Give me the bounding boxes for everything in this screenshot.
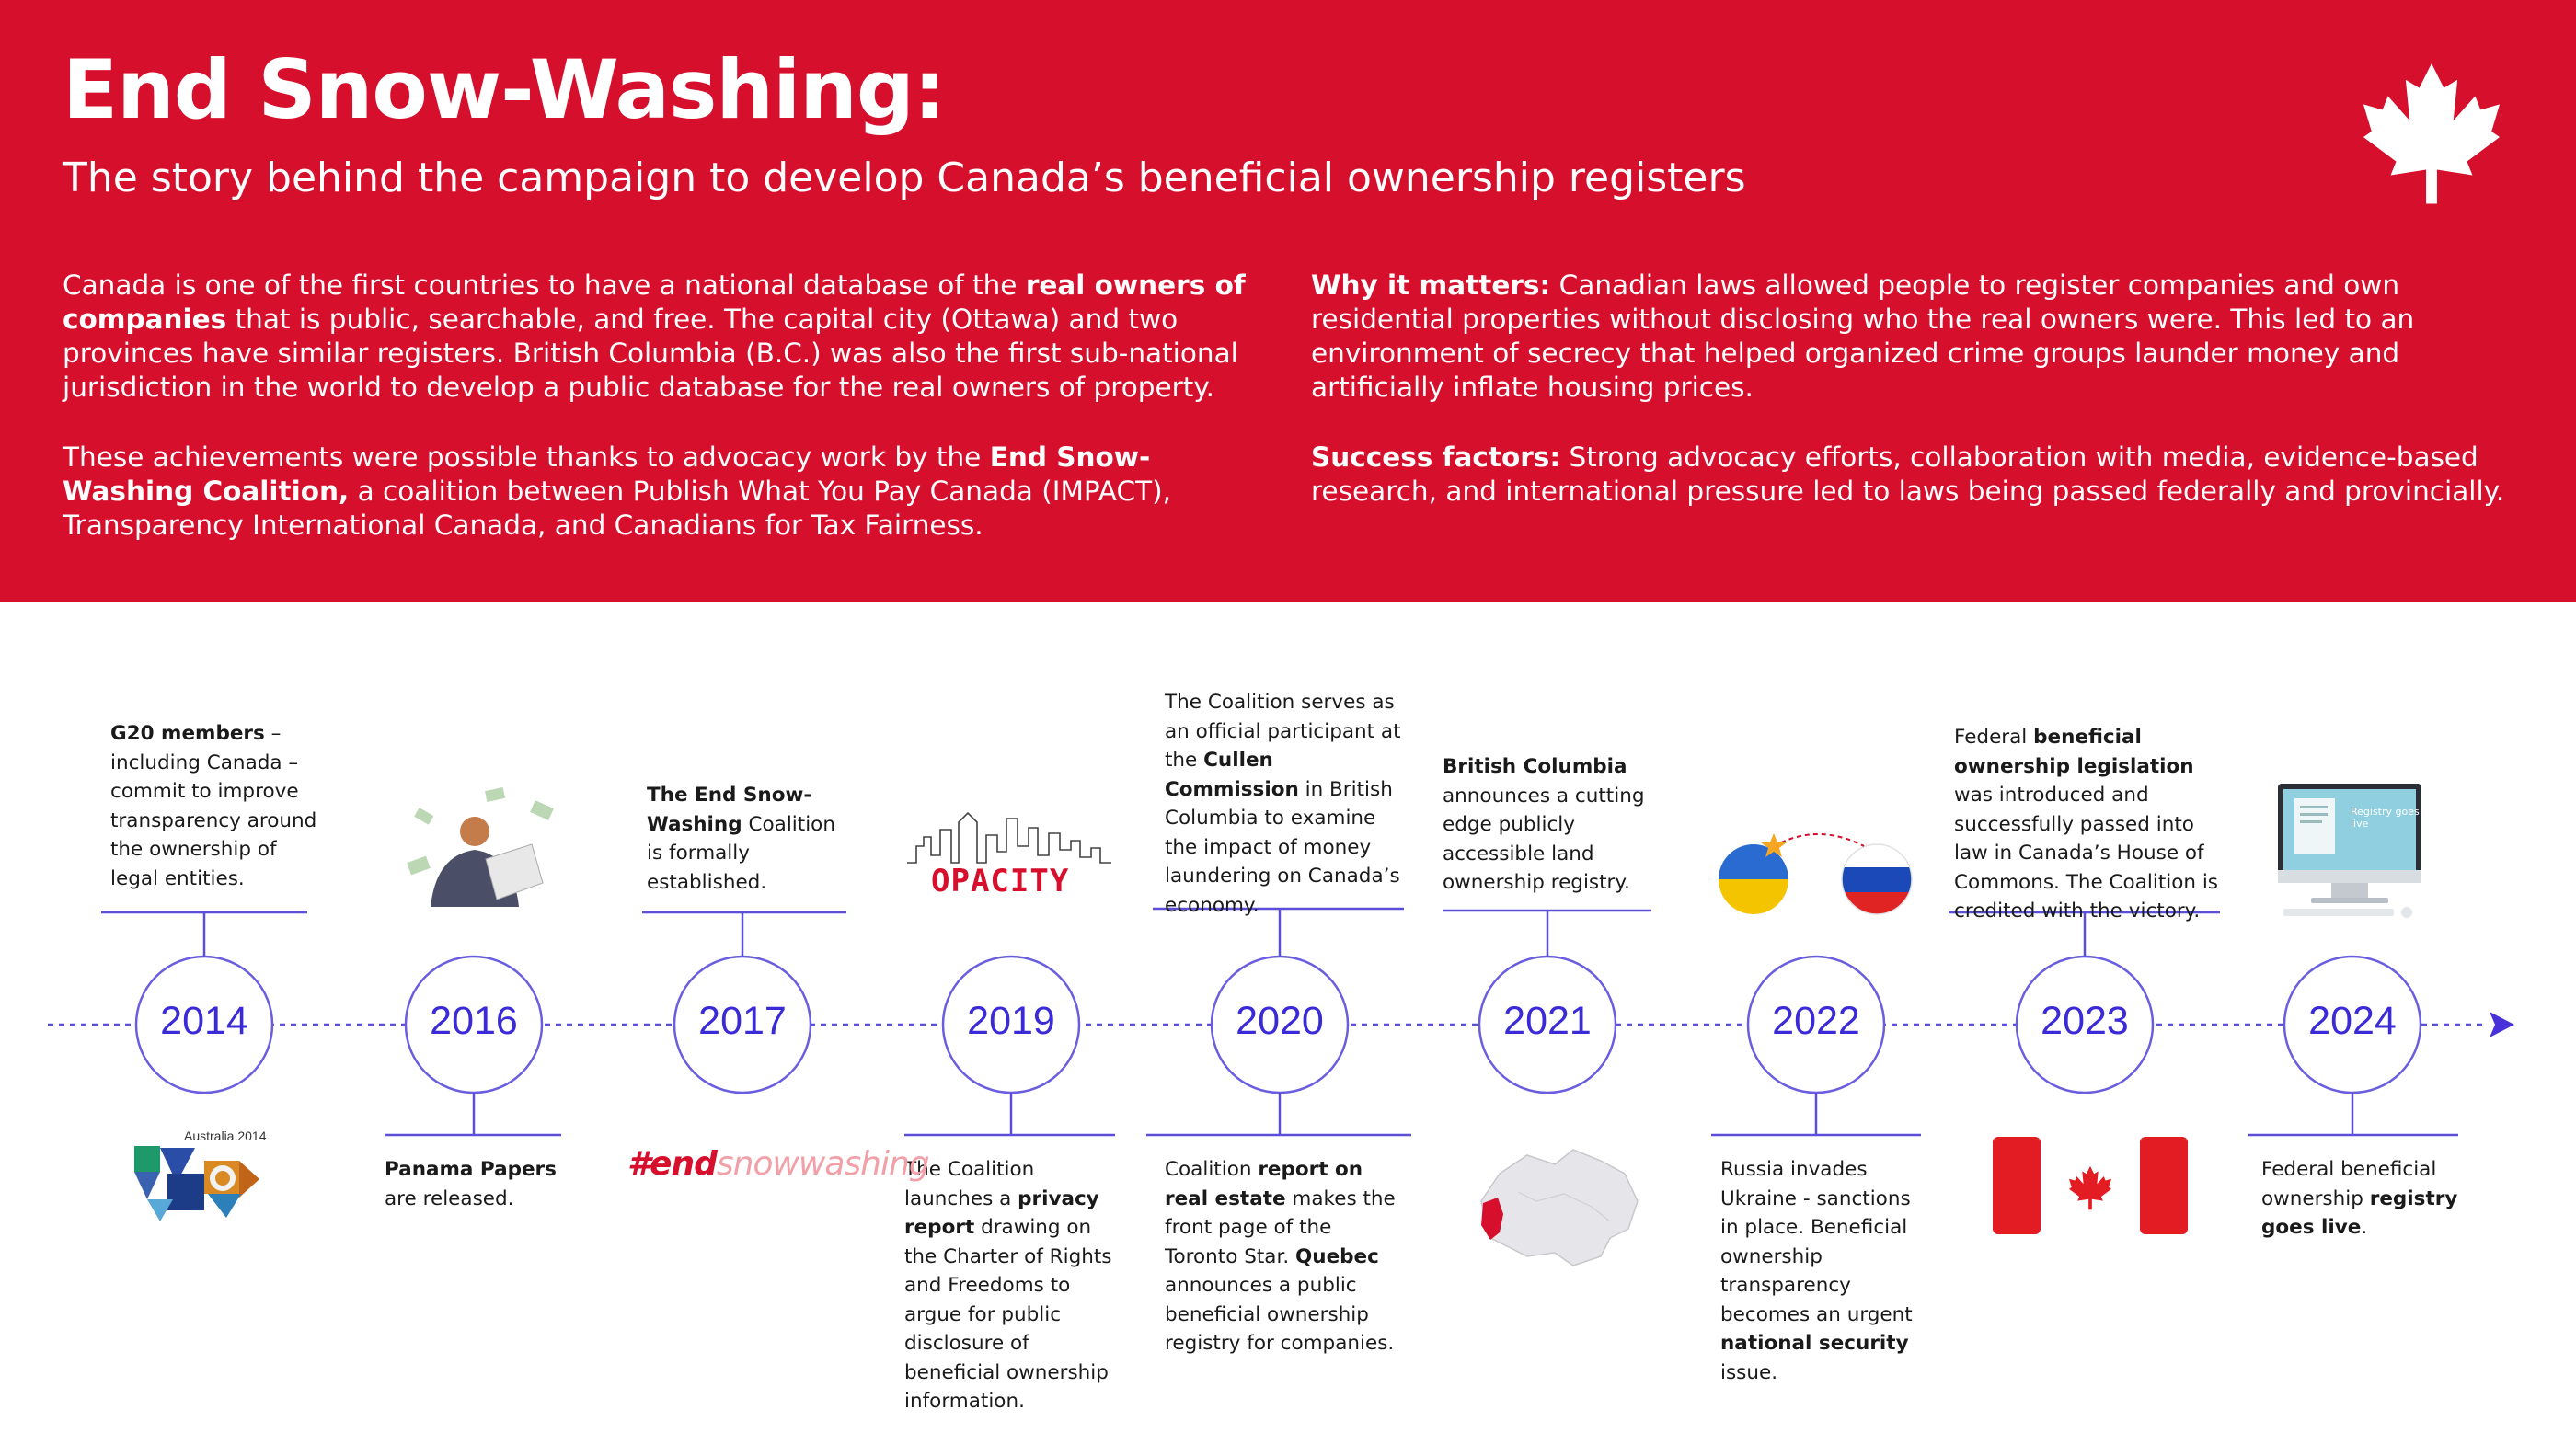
event-text: Coalition is formally established. (647, 812, 835, 894)
intro-text: Canadian laws allowed people to register companies and own residential properties without disclosing who the real owners were. This led to an environment of secrecy that helped organized crime groups launder money and artificially inflate housing prices. (1311, 269, 2415, 403)
g20-logo-image (131, 1128, 278, 1223)
event-2020-cullen (1165, 688, 1409, 920)
intro-text: that is public, searchable, and free. The capital city (Ottawa) and two provinces have similar registers. British Columbia (B.C.) was also the first sub-national jurisdiction in the world to develop a public database for the real owners of property. (63, 304, 1238, 403)
intro-bold: End Snow-Washing Coalition, (63, 441, 1151, 507)
event-2021 (1443, 752, 1650, 898)
g20-caption: Australia 2014 (184, 1129, 267, 1143)
timeline-arrow-icon (2490, 1012, 2514, 1037)
screen-caption: Registry goes live (2351, 806, 2420, 830)
year-label-2016: 2016 (430, 999, 518, 1043)
event-bold: Cullen Commission (1165, 749, 1299, 801)
panama-papers-image (385, 771, 569, 907)
event-2020-real-estate (1165, 1155, 1399, 1358)
page-title: End Snow-Washing: (63, 42, 946, 137)
page-subtitle: The story behind the campaign to develop Canada’s beneficial ownership registers (63, 155, 1746, 201)
opacity-logo-text: OPACITY (931, 863, 1070, 900)
event-bold: report on real estate (1165, 1158, 1363, 1210)
canada-flag-image (1993, 1137, 2188, 1234)
event-bold: Quebec (1295, 1244, 1379, 1268)
year-label-2024: 2024 (2308, 999, 2397, 1043)
event-2017 (647, 781, 845, 897)
event-text: was introduced and successfully passed into law in Canada’s House of Commons. The Coalition is credited with the victory. (1954, 784, 2219, 923)
event-text: The Coalition serves as an official participant at the (1165, 691, 1401, 772)
event-bold: registry goes live (2261, 1186, 2458, 1239)
event-bold: The End Snow-Washing (647, 784, 812, 836)
event-bold: British Columbia (1443, 755, 1627, 778)
event-2022 (1720, 1155, 1918, 1387)
event-bold: beneficial ownership legislation (1954, 726, 2194, 778)
intro-bold: Success factors: (1311, 441, 1561, 473)
intro-text: a coalition between Publish What You Pay Canada (IMPACT), Transparency International Canada, and Canadians for Tax Fairness. (63, 476, 1171, 541)
year-label-2014: 2014 (160, 999, 248, 1043)
event-text: The Coalition launches a (904, 1158, 1035, 1210)
event-text: announces a public beneficial ownership registry for companies. (1165, 1274, 1395, 1355)
canada-map-image (1463, 1137, 1647, 1293)
ukraine-russia-flags-image (1717, 828, 1915, 920)
event-text: announces a cutting edge publicly accessible land ownership registry. (1443, 784, 1645, 894)
event-bold: national security (1720, 1332, 1909, 1355)
year-label-2020: 2020 (1236, 999, 1324, 1043)
event-text: are released. (385, 1186, 514, 1210)
event-2023 (1954, 723, 2230, 926)
event-text: – including Canada – commit to improve transparency around the ownership of legal entities. (110, 722, 317, 890)
event-text: issue. (1720, 1360, 1778, 1384)
event-text: makes the front page of the Toronto Star. (1165, 1186, 1396, 1268)
hashtag-bold: #end (627, 1145, 717, 1183)
event-bold: Panama Papers (385, 1158, 557, 1181)
event-bold: privacy report (904, 1186, 1099, 1239)
intro-text: Strong advocacy efforts, collaboration with media, evidence-based research, and international pressure led to laws being passed federally and provincially. (1311, 441, 2505, 507)
hashtag-light: snowwashing (716, 1145, 929, 1183)
year-label-2017: 2017 (698, 999, 787, 1043)
opacity-skyline-image (907, 809, 1111, 865)
event-text: . (2361, 1216, 2368, 1239)
event-text: Federal (1954, 726, 2034, 749)
intro-text: These achievements were possible thanks to advocacy work by the (63, 441, 990, 473)
year-label-2023: 2023 (2041, 999, 2129, 1043)
event-2014 (110, 719, 322, 893)
year-label-2021: 2021 (1503, 999, 1592, 1043)
event-2019 (904, 1155, 1125, 1416)
year-label-2022: 2022 (1772, 999, 1860, 1043)
event-text: Coalition (1165, 1158, 1259, 1181)
intro-bold: real owners of companies (63, 269, 1246, 335)
endsnowwashing-hashtag (627, 1145, 929, 1183)
event-text: Federal beneficial ownership (2261, 1158, 2437, 1210)
event-bold: G20 members (110, 722, 265, 745)
computer-registry-image (2274, 784, 2427, 920)
event-text: drawing on the Charter of Rights and Freedoms to argue for public disclosure of beneficial ownership information. (904, 1216, 1112, 1413)
event-text: in British Columbia to examine the impact of money laundering on Canada’s economy. (1165, 777, 1400, 917)
year-label-2019: 2019 (967, 999, 1055, 1043)
event-2024 (2261, 1155, 2459, 1243)
event-2016 (385, 1155, 569, 1213)
event-text: Russia invades Ukraine - sanctions in place. Beneficial ownership transparency becomes an urgent (1720, 1158, 1913, 1326)
intro-bold: Why it matters: (1311, 269, 1551, 301)
intro-text: Canada is one of the first countries to have a national database of the (63, 269, 1026, 301)
